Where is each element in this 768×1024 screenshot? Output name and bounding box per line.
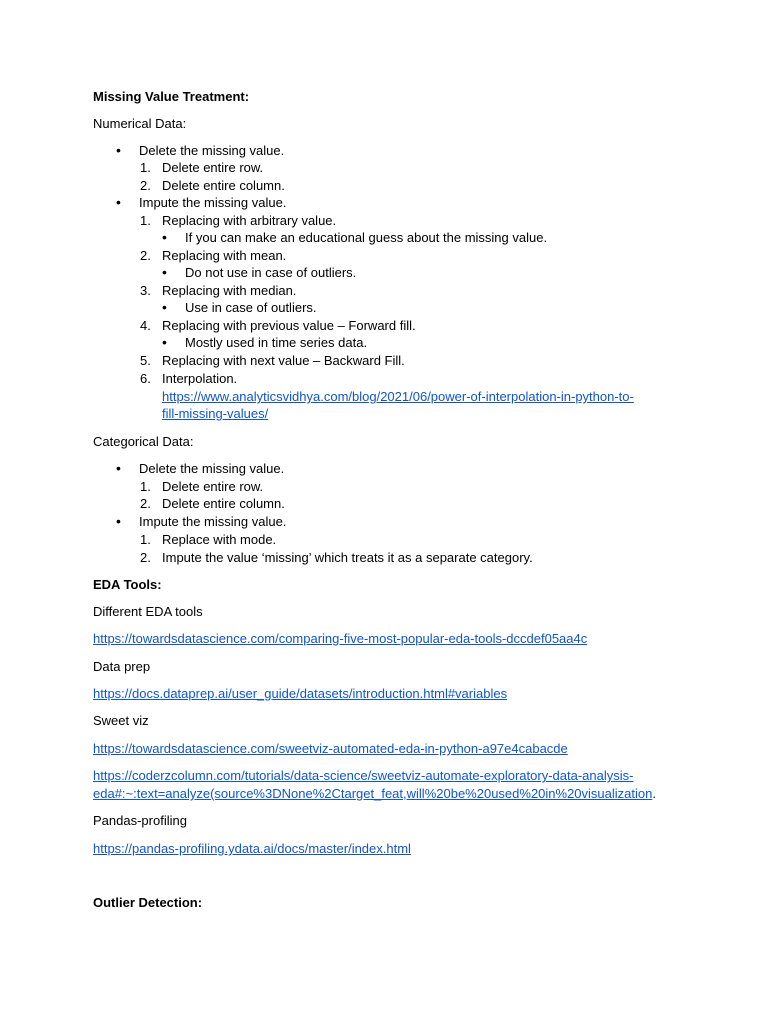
categorical-data-label: Categorical Data: (93, 434, 194, 449)
sweet-viz-label: Sweet viz (93, 713, 149, 728)
sweetviz-link[interactable]: https://towardsdatascience.com/sweetviz-automated-eda-in-python-a97e4cabacde (93, 741, 568, 756)
list-item-median: 3. Replacing with median. (140, 283, 297, 298)
coderz-period: . (652, 786, 656, 801)
list-item-delete-row: 1. Delete entire row. (140, 160, 264, 175)
cat-list-item-delete: • Delete the missing value. (139, 460, 284, 477)
eda-tools-heading: EDA Tools: (93, 577, 162, 592)
coderz-link-line1[interactable]: https://coderzcolumn.com/tutorials/data-science/sweetviz-automate-exploratory-data-analysis- (93, 768, 634, 783)
list-item-arbitrary-note: • If you can make an educational guess about the missing value. (185, 229, 547, 246)
numerical-data-label: Numerical Data: (93, 116, 187, 131)
eda-comparison-link[interactable]: https://towardsdatascience.com/comparing-five-most-popular-eda-tools-dccdef05aa4c (93, 631, 588, 646)
missing-value-heading: Missing Value Treatment: (93, 89, 250, 104)
list-item-bfill: 5. Replacing with next value – Backward Fill. (140, 353, 405, 368)
list-item-median-note: • Use in case of outliers. (185, 299, 317, 316)
pandas-profiling-link[interactable]: https://pandas-profiling.ydata.ai/docs/master/index.html (93, 841, 411, 856)
dataprep-link[interactable]: https://docs.dataprep.ai/user_guide/datasets/introduction.html#variables (93, 686, 508, 701)
interpolation-link-line2[interactable]: fill-missing-values/ (162, 406, 269, 421)
data-prep-label: Data prep (93, 659, 151, 674)
list-item-arbitrary: 1. Replacing with arbitrary value. (140, 213, 337, 228)
list-item-impute: • Impute the missing value. (139, 194, 286, 211)
list-item-ffill-note: • Mostly used in time series data. (185, 334, 367, 351)
interpolation-link-line1[interactable]: https://www.analyticsvidhya.com/blog/2021/06/power-of-interpolation-in-python-to- (162, 389, 634, 404)
cat-list-item-impute: • Impute the missing value. (139, 513, 286, 530)
list-item-ffill: 4. Replacing with previous value – Forward fill. (140, 318, 416, 333)
coderz-link-line2-wrapper (93, 785, 656, 802)
pandas-profiling-label: Pandas-profiling (93, 813, 187, 828)
different-eda-tools-label: Different EDA tools (93, 604, 203, 619)
cat-list-item-missing-category: 2. Impute the value ‘missing’ which treats it as a separate category. (140, 550, 533, 565)
list-item-mean: 2. Replacing with mean. (140, 248, 287, 263)
cat-list-item-delete-row: 1. Delete entire row. (140, 479, 264, 494)
outlier-detection-heading: Outlier Detection: (93, 895, 203, 910)
coderz-link-line2[interactable]: eda#:~:text=analyze(source%3DNone%2Ctarget_feat,will%20be%20used%20in%20visualization (93, 786, 653, 801)
list-item-mean-note: • Do not use in case of outliers. (185, 264, 356, 281)
cat-list-item-mode: 1. Replace with mode. (140, 532, 277, 547)
list-item-delete-col: 2. Delete entire column. (140, 178, 285, 193)
cat-list-item-delete-col: 2. Delete entire column. (140, 496, 285, 511)
list-item-delete: • Delete the missing value. (139, 142, 284, 159)
list-item-interpolation: 6. Interpolation. (140, 371, 238, 386)
